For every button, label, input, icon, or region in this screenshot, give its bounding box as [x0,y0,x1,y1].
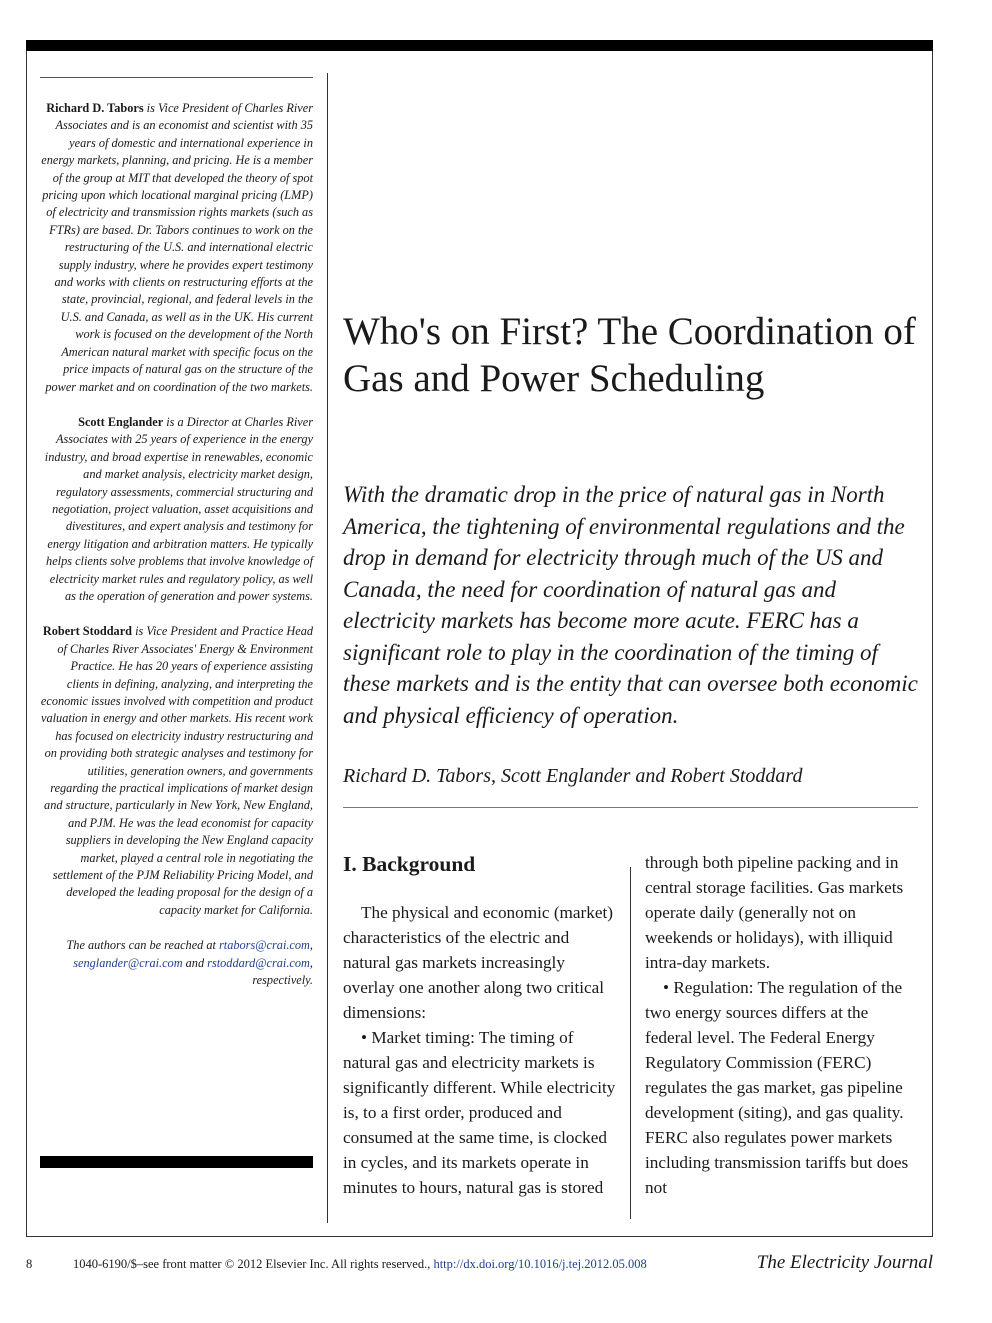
author-bio-text: is Vice President of Charles River Associates and is an economist and scientist with 35 years of domestic and international experience in energy markets, planning, and pricing. He is a member of the group at MIT that developed the theory of spot pricing upon which locational marginal pricing (LMP) of electricity and transmission rights markets (such as FTRs) are based. Dr. Tabors continues to work on the restructuring of the U.S. and international electric supply industry, where he provides expert testimony and works with clients on restructuring efforts at the state, provincial, regional, and federal levels in the U.S. and Canada, as well as in the UK. His current work is focused on the development of the North American natural market with specific focus on the price impacts of natural gas on the structure of the power market and on coordination of the two markets. [41,101,313,394]
bullet-icon: • [361,1028,368,1047]
doi-link[interactable]: http://dx.doi.org/10.1016/j.tej.2012.05.008 [433,1257,647,1271]
column-divider [630,867,631,1219]
sidebar-bottom-bar [40,1156,313,1168]
author-bio-name: Scott Englander [78,414,164,429]
author-bios-sidebar [40,100,313,1008]
author-contact [40,937,313,989]
email-link-tabors[interactable]: rtabors@crai.com [219,938,310,953]
email-link-stoddard[interactable]: rstoddard@crai.com [207,955,310,970]
copyright-text: 1040-6190/$–see front matter © 2012 Elsevier Inc. All rights reserved., [73,1257,434,1271]
bullet-text: Market timing: The timing of natural gas and electricity markets is significantly different. While electricity is, to a first order, produced and consumed at the same time, is clocked in cycles, and its markets operate in minutes to hours, natural gas is stored [343,1028,616,1197]
author-bio-text: is Vice President and Practice Head of Charles River Associates' Energy & Environment Practice. He has 20 years of experience assisting clients in defining, analyzing, and interpreting the economic issues involved with competition and product valuation in energy and other markets. His recent work has focused on electricity industry restructuring and on providing both strategic analyses and testimony for utilities, generation owners, and governments regarding the practical implications of market design and structure, particularly in New York, New England, and PJM. He was the lead economist for capacity suppliers in developing the New England capacity market, played a central role in negotiating the settlement of the PJM Reliability Pricing Model, and developed the leading proposal for the design of a capacity market for California. [40,624,313,917]
article-abstract: With the dramatic drop in the price of natural gas in North America, the tightening of environmental regulations and the drop in demand for electricity through much of the US and Canada, the need for coordination of natural gas and electricity markets has become more acute. FERC has a significant role to play in the coordination of the timing of these markets and is the entity that can oversee both economic and physical efficiency of operation. [343,482,918,728]
frame-bottom-border [26,1236,933,1237]
sidebar-top-rule [40,77,313,78]
author-bio-name: Richard D. Tabors [46,101,144,115]
article-authors: Richard D. Tabors, Scott Englander and Robert Stoddard [343,765,803,787]
page-number: 8 [26,1257,33,1271]
author-bio-text: is a Director at Charles River Associates with 25 years of experience in the energy industry, and broad expertise in renewables, economic and market analysis, electricity market design, regulatory assessments, commercial structuring and negotiation, project valuation, asset acquisitions and divestitures, and expert analysis and testimony for energy litigation and arbitration matters. He typically helps clients solve problems that involve knowledge of electricity market rules and regulatory policy, as well as the operation of generation and power systems. [44,414,313,603]
bullet-market-timing [343,1025,616,1200]
top-rule [26,40,933,51]
email-link-englander[interactable]: senglander@crai.com [73,955,183,970]
body-paragraph: The physical and economic (market) characteristics of the electric and natural gas markets increasingly overlay one another along two critical dimensions: [343,903,613,1022]
journal-name: The Electricity Journal [756,1252,933,1273]
bullet-text: Regulation: The regulation of the two energy sources differs at the federal level. The Federal Energy Regulatory Commission (FERC) regulates the gas market, gas pipeline development (siting), and gas quality. FERC also regulates power markets including transmission tariffs but does not [645,978,909,1197]
article-title: Who's on First? The Coordination of Gas and Power Scheduling [343,310,916,400]
author-bio-stoddard [40,623,313,919]
page-footer [26,1252,933,1276]
authors-rule [343,807,918,808]
frame-right-border [932,51,933,1237]
author-bio-englander [40,414,313,605]
contact-separator: and [182,955,208,970]
frame-left-border [26,51,27,1237]
body-paragraph-continued: through both pipeline packing and in central storage facilities. Gas markets operate daily (generally not on weekends or holidays), with illiquid intra-day markets. [645,853,904,972]
section-heading: I. Background [343,852,476,876]
body-column-left [343,850,616,1200]
bullet-icon: • [663,978,670,997]
sidebar-divider [327,73,328,1223]
contact-lead: The authors can be reached at [66,938,220,953]
bullet-regulation [645,975,918,1200]
author-bio-tabors [40,100,313,396]
copyright-line [73,1257,647,1272]
author-bio-name: Robert Stoddard [42,624,133,639]
contact-tail: , respectively. [252,955,313,988]
body-column-right [645,850,918,1200]
contact-separator: , [309,938,313,953]
